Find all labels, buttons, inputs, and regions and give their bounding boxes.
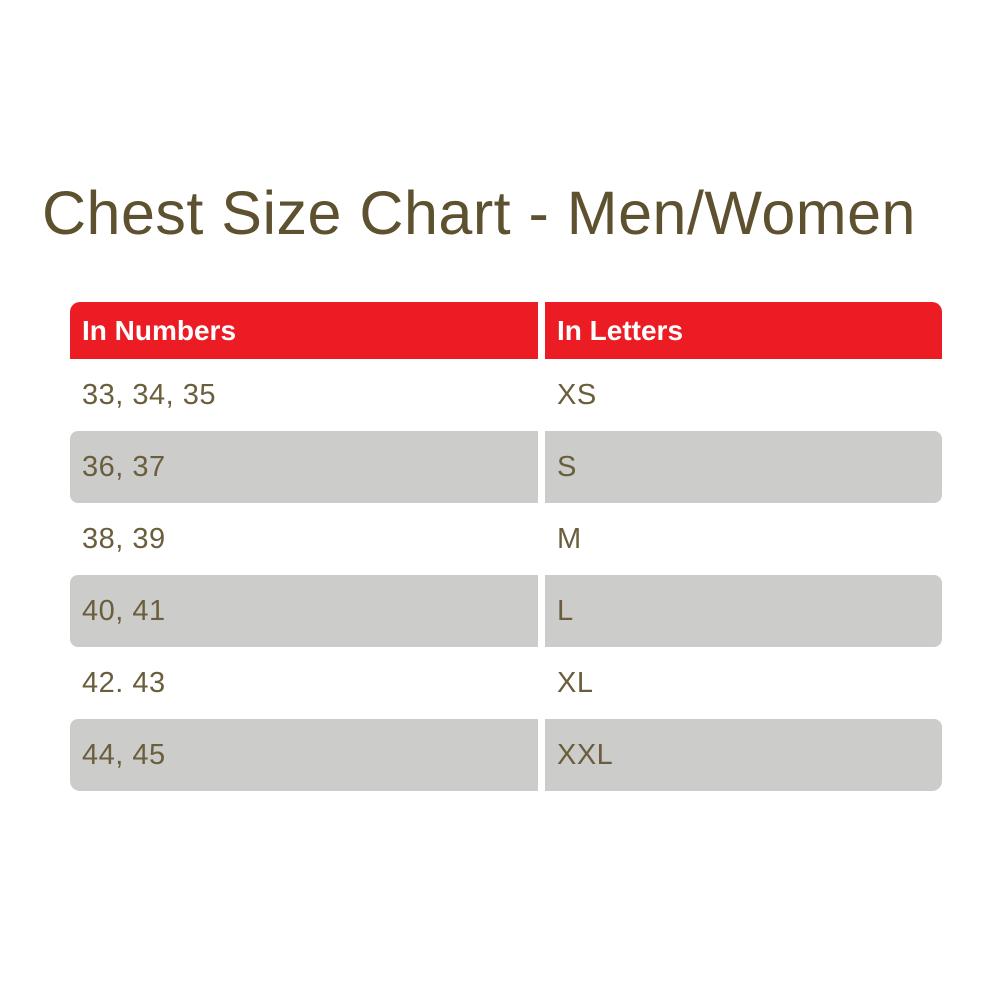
numbers-value: 44, 45 <box>82 738 166 771</box>
letters-cell <box>545 359 942 431</box>
numbers-cell <box>70 503 538 575</box>
header-label-in-numbers: In Numbers <box>82 314 237 346</box>
table-row <box>70 431 942 503</box>
page-title: Chest Size Chart - Men/Women <box>42 179 916 247</box>
numbers-value: 33, 34, 35 <box>82 378 216 411</box>
letters-value: XL <box>557 666 594 699</box>
table-header-row <box>70 302 942 359</box>
numbers-cell <box>70 359 538 431</box>
table-row <box>70 647 942 719</box>
numbers-cell <box>70 719 538 791</box>
numbers-value: 42. 43 <box>82 666 166 699</box>
letters-value: L <box>557 594 574 627</box>
table-row <box>70 719 942 791</box>
letters-cell <box>545 647 942 719</box>
letters-value: XXL <box>557 738 614 771</box>
numbers-cell <box>70 431 538 503</box>
letters-cell <box>545 503 942 575</box>
table-row <box>70 575 942 647</box>
letters-value: S <box>557 450 577 483</box>
table-row <box>70 503 942 575</box>
header-cell-in-letters <box>545 302 942 359</box>
numbers-cell <box>70 575 538 647</box>
numbers-value: 40, 41 <box>82 594 166 627</box>
letters-value: M <box>557 522 582 555</box>
letters-cell <box>545 719 942 791</box>
header-cell-in-numbers <box>70 302 538 359</box>
size-chart-table <box>70 302 942 791</box>
letters-cell <box>545 431 942 503</box>
numbers-value: 36, 37 <box>82 450 166 483</box>
numbers-cell <box>70 647 538 719</box>
letters-cell <box>545 575 942 647</box>
table-row <box>70 359 942 431</box>
header-label-in-letters: In Letters <box>557 314 684 346</box>
numbers-value: 38, 39 <box>82 522 166 555</box>
letters-value: XS <box>557 378 597 411</box>
